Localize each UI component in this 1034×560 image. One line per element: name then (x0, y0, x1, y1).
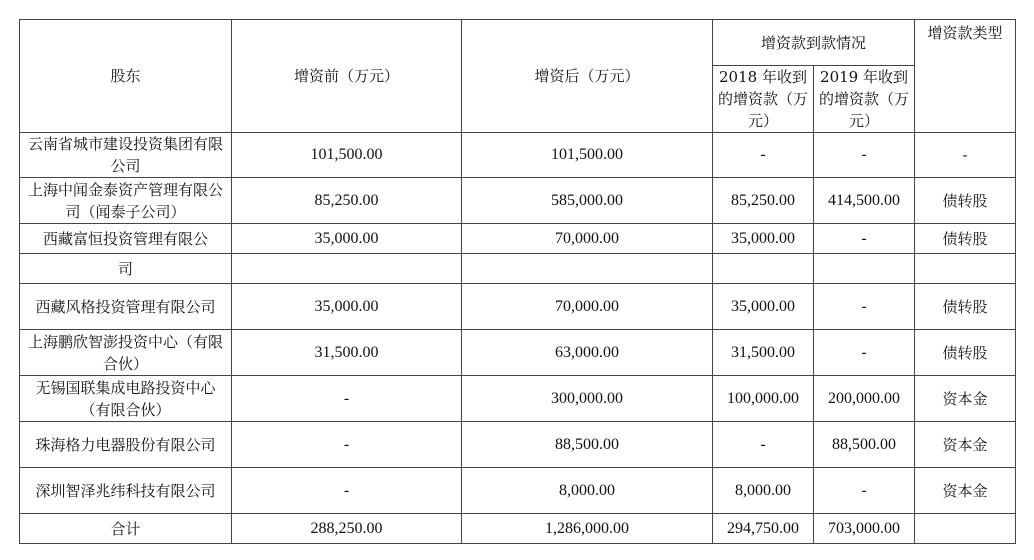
type-cell: 资本金 (915, 376, 1016, 422)
y2018-cell: 31,500.00 (713, 330, 814, 376)
header-2018: 2018 年收到的增资款（万元） (713, 66, 814, 133)
y2019-cell: - (814, 133, 915, 178)
type-cell: 债转股 (915, 224, 1016, 254)
y2019-cell: - (814, 330, 915, 376)
capital-increase-table (19, 19, 1016, 544)
type-cell (915, 254, 1016, 284)
after-cell: 88,500.00 (462, 422, 713, 468)
y2019-cell: 703,000.00 (814, 514, 915, 544)
before-cell: 288,250.00 (232, 514, 462, 544)
type-cell: 债转股 (915, 284, 1016, 330)
shareholder-cell: 西藏富恒投资管理有限公 (20, 224, 232, 254)
y2018-cell: 35,000.00 (713, 284, 814, 330)
type-cell: 资本金 (915, 422, 1016, 468)
y2019-cell: 200,000.00 (814, 376, 915, 422)
before-cell: - (232, 376, 462, 422)
table-row (20, 254, 1016, 284)
header-2019: 2019 年收到的增资款（万元） (814, 66, 915, 133)
header-row-1 (20, 20, 1016, 66)
after-cell: 300,000.00 (462, 376, 713, 422)
y2018-cell: 8,000.00 (713, 468, 814, 514)
before-cell: 31,500.00 (232, 330, 462, 376)
type-cell (915, 514, 1016, 544)
shareholder-cell: 上海中闻金泰资产管理有限公司（闻泰子公司） (20, 178, 232, 224)
type-cell: 债转股 (915, 330, 1016, 376)
shareholder-cell: 上海鹏欣智澎投资中心（有限合伙） (20, 330, 232, 376)
before-cell: 35,000.00 (232, 224, 462, 254)
y2018-cell: 85,250.00 (713, 178, 814, 224)
before-cell: 35,000.00 (232, 284, 462, 330)
after-cell: 70,000.00 (462, 224, 713, 254)
after-cell: 8,000.00 (462, 468, 713, 514)
type-cell: - (915, 133, 1016, 178)
header-after: 增资后（万元） (462, 20, 713, 133)
y2019-cell: 88,500.00 (814, 422, 915, 468)
table-row (20, 133, 1016, 178)
type-cell: 资本金 (915, 468, 1016, 514)
after-cell: 1,286,000.00 (462, 514, 713, 544)
y2019-cell: - (814, 468, 915, 514)
header-shareholder: 股东 (20, 20, 232, 133)
total-row (20, 514, 1016, 544)
y2018-cell: - (713, 422, 814, 468)
shareholder-cell: 深圳智泽兆纬科技有限公司 (20, 468, 232, 514)
shareholder-cell: 云南省城市建设投资集团有限公司 (20, 133, 232, 178)
shareholder-cell: 珠海格力电器股份有限公司 (20, 422, 232, 468)
header-type: 增资款类型 (915, 20, 1016, 133)
y2018-cell (713, 254, 814, 284)
y2019-cell: - (814, 224, 915, 254)
after-cell (462, 254, 713, 284)
shareholder-cell: 无锡国联集成电路投资中心（有限合伙） (20, 376, 232, 422)
table-row (20, 422, 1016, 468)
table-row (20, 284, 1016, 330)
table-row (20, 468, 1016, 514)
before-cell: - (232, 422, 462, 468)
y2018-cell: 35,000.00 (713, 224, 814, 254)
type-cell: 债转股 (915, 178, 1016, 224)
y2018-cell: - (713, 133, 814, 178)
before-cell (232, 254, 462, 284)
y2019-cell: 414,500.00 (814, 178, 915, 224)
before-cell: 101,500.00 (232, 133, 462, 178)
y2019-cell (814, 254, 915, 284)
after-cell: 70,000.00 (462, 284, 713, 330)
table-row (20, 330, 1016, 376)
before-cell: 85,250.00 (232, 178, 462, 224)
shareholder-cell: 司 (20, 254, 232, 284)
table-row (20, 376, 1016, 422)
after-cell: 63,000.00 (462, 330, 713, 376)
shareholder-cell: 西藏风格投资管理有限公司 (20, 284, 232, 330)
after-cell: 101,500.00 (462, 133, 713, 178)
before-cell: - (232, 468, 462, 514)
y2018-cell: 294,750.00 (713, 514, 814, 544)
y2018-cell: 100,000.00 (713, 376, 814, 422)
after-cell: 585,000.00 (462, 178, 713, 224)
y2019-cell: - (814, 284, 915, 330)
shareholder-cell: 合计 (20, 514, 232, 544)
table-row (20, 224, 1016, 254)
header-arrival-group: 增资款到款情况 (713, 20, 915, 66)
table-row (20, 178, 1016, 224)
header-before: 增资前（万元） (232, 20, 462, 133)
